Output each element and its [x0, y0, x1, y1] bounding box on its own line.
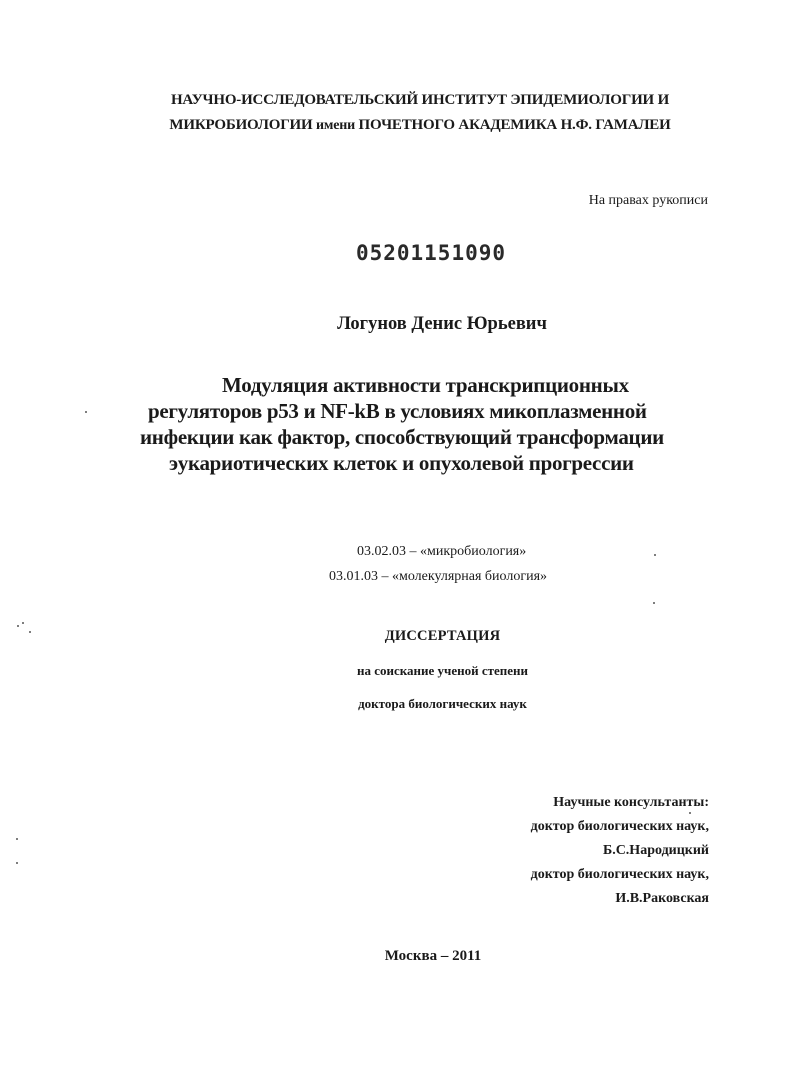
specialty-2: 03.01.03 – «молекулярная биология»	[329, 569, 548, 584]
scan-speck	[17, 625, 19, 627]
scan-speck	[22, 622, 24, 624]
consultant-1-name: Б.С.Народицкий	[602, 843, 709, 858]
consultant-2-degree: доктор биологических наук,	[530, 867, 709, 882]
institute-line-2	[0, 117, 795, 134]
degree-line-2: доктора биологических наук	[358, 696, 527, 711]
institute-line-2-part-3: ПОЧЕТНОГО АКАДЕМИКА Н.Ф. ГАМАЛЕИ	[354, 117, 671, 133]
consultants-heading: Научные консультанты:	[553, 795, 709, 810]
author-name: Логунов Денис Юрьевич	[337, 314, 547, 334]
dissertation-heading: ДИССЕРТАЦИЯ	[384, 628, 501, 644]
title-line-1: Модуляция активности транскрипционных	[222, 373, 629, 397]
title-line-2: регуляторов p53 и NF-kB в условиях микоплазменной	[148, 399, 647, 423]
institute-line-2-part-1: МИКРОБИОЛОГИИ	[169, 117, 317, 133]
title-line-3: инфекции как фактор, способствующий трансформации	[140, 425, 664, 449]
archive-number: 05201151090	[355, 241, 507, 265]
city-year: Москва – 2011	[384, 948, 482, 964]
rights-note: На правах рукописи	[588, 193, 708, 208]
specialty-1: 03.02.03 – «микробиология»	[357, 544, 527, 559]
institute-line-1-text: НАУЧНО-ИССЛЕДОВАТЕЛЬСКИЙ ИНСТИТУТ ЭПИДЕМИОЛОГИИ И	[170, 92, 670, 108]
scan-speck	[16, 862, 18, 864]
degree-line-1: на соискание ученой степени	[356, 663, 529, 678]
institute-line-2-part-2: имени	[316, 118, 355, 133]
scan-speck	[689, 812, 691, 814]
scan-speck	[16, 838, 18, 840]
scan-speck	[654, 554, 656, 556]
scan-speck	[29, 631, 31, 633]
consultant-2-name: И.В.Раковская	[615, 891, 709, 906]
institute-line-1	[0, 92, 795, 109]
scan-speck	[653, 602, 655, 604]
consultant-1-degree: доктор биологических наук,	[530, 819, 709, 834]
scan-speck	[85, 411, 87, 413]
title-line-4: эукариотических клеток и опухолевой прогрессии	[169, 451, 634, 475]
